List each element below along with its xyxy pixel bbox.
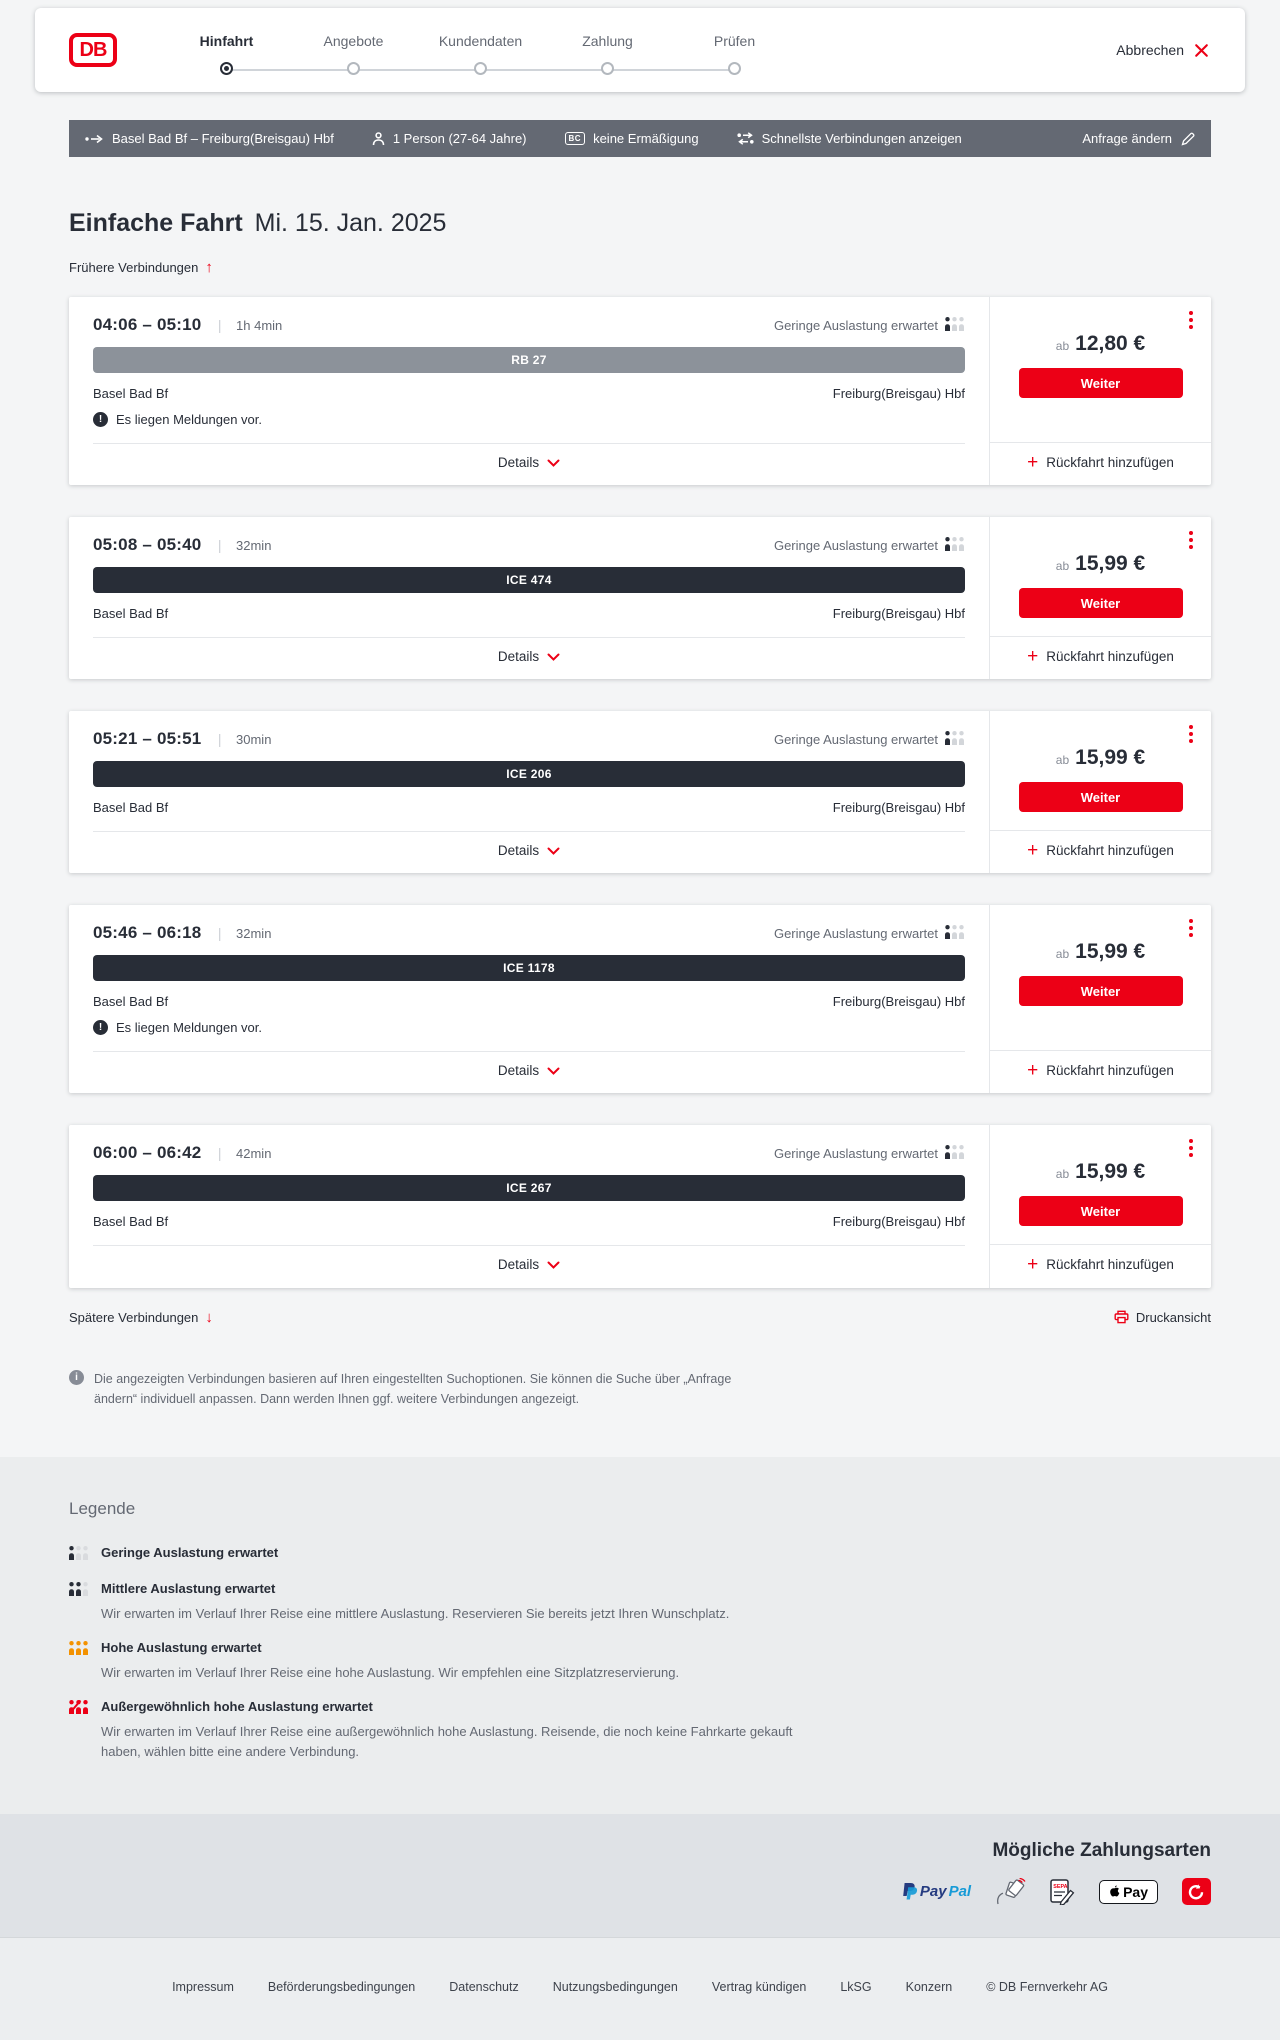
plus-icon: + [1027,1060,1039,1082]
details-toggle[interactable] [498,1063,560,1078]
bahncard-icon: BC [565,132,586,145]
occupancy-label: Geringe Auslastung erwartet [773,731,938,747]
page [0,8,1280,2040]
connection-times [93,1143,271,1163]
legend-item-label: Mittlere Auslastung erwartet [101,1580,276,1596]
connection-list [69,297,1211,1288]
details-label: Details [497,455,540,470]
legend-item [69,1640,1211,1683]
payments-section [0,1814,1280,1937]
price-value: 15,99 € [1075,746,1146,770]
info-icon: i [69,1370,84,1385]
footer-link[interactable]: Nutzungsbedingungen [552,1980,678,1995]
summary-travelers [372,131,527,146]
occupancy-legend-icon [69,1546,89,1565]
connection-message-text: Es liegen Meldungen vor. [116,412,262,427]
legend-item-description: Wir erwarten im Verlauf Ihrer Reise eine außergewöhnlich hohe Auslastung. Reisende, die noch keine Fahrkarte gekauft haben, wählen bitte eine andere Verbindung. [101,1723,793,1759]
connection-times [93,729,271,749]
connection-duration: 42min [236,1146,272,1162]
chevron-down-icon [547,459,560,467]
connection-main [69,711,989,873]
info-note [69,1369,1211,1409]
connection-card [69,517,1211,679]
info-note-text: Die angezeigten Verbindungen basieren auf Ihren eingestellten Suchoptionen. Sie können die Suche über „Anfrage ändern“ individuell anpassen. Dann werden Ihnen ggf. weitere Verbindungen angezeigt. [94,1371,732,1406]
connection-main [69,517,989,679]
chevron-down-icon [547,847,560,855]
db-voucher-icon [1182,1878,1211,1905]
occupancy-icon [945,731,965,748]
plus-icon: + [1027,646,1039,667]
legend-item-description: Wir erwarten im Verlauf Ihrer Reise eine mittlere Auslastung. Reservieren Sie bereits jetzt Ihren Wunschplatz. [101,1605,730,1621]
more-options-button[interactable] [1187,917,1195,939]
details-toggle[interactable] [498,843,560,858]
add-return-button[interactable] [1027,840,1174,862]
db-logo[interactable] [69,33,117,67]
continue-button[interactable]: Weiter [1019,368,1183,398]
add-return-button[interactable] [1027,451,1174,473]
cancel-button[interactable] [1116,42,1209,58]
add-return-button[interactable] [1027,646,1174,667]
connection-stations [93,1214,965,1229]
price-prefix: ab [1055,339,1070,353]
train-label-bar: ICE 267 [93,1175,965,1201]
edit-search-label: Anfrage ändern [1082,131,1172,146]
arrival-station: Freiburg(Breisgau) Hbf [832,386,965,401]
occupancy-label: Geringe Auslastung erwartet [773,537,938,553]
legend-item-label: Geringe Auslastung erwartet [101,1544,279,1560]
connection-time: 04:06 – 05:10 [93,315,202,334]
connection-times [93,923,271,943]
db-logo-text: DB [79,38,107,61]
connection-duration: 1h 4min [236,318,283,333]
details-label: Details [497,649,540,664]
fastest-connections-icon [737,132,754,145]
legend-items [69,1545,1211,1763]
paypal-icon: Pay Pal [902,1882,971,1901]
close-icon [1194,43,1209,58]
footer-link[interactable]: Datenschutz [449,1980,519,1995]
step-dot-icon [474,62,487,75]
connection-duration: 30min [236,732,272,748]
later-connections-link[interactable] [69,1310,213,1325]
connection-time: 05:21 – 05:51 [93,729,202,749]
plus-icon: + [1027,451,1039,473]
legend-item [69,1545,1211,1565]
payment-icons [902,1878,1211,1905]
step-label: Hinfahrt [199,33,254,49]
chevron-down-icon [547,653,560,661]
connection-card [69,711,1211,873]
connection-message [93,412,965,427]
print-view-label: Druckansicht [1135,1309,1211,1325]
connection-card [69,297,1211,485]
connection-card [69,1125,1211,1287]
step-label: Angebote [323,33,384,49]
occupancy-label: Geringe Auslastung erwartet [773,925,938,941]
legend-title: Legende [69,1498,136,1518]
time-separator: | [217,317,222,333]
summary-discount-label: keine Ermäßigung [593,131,699,146]
summary-travelers-label: 1 Person (27-64 Jahre) [392,131,527,146]
alert-icon: ! [93,1020,108,1035]
footer-link[interactable]: Beförderungsbedingungen [267,1980,416,1995]
page-title [69,209,1211,238]
occupancy-legend-icon [69,1641,89,1660]
app-header [35,8,1245,92]
step-label: Prüfen [713,33,756,49]
connection-times [93,315,282,335]
details-toggle[interactable] [498,1257,560,1272]
details-toggle[interactable] [498,649,560,664]
occupancy-icon [945,1145,965,1162]
price [1056,1160,1145,1184]
connection-times [93,535,271,555]
train-label-bar: ICE 474 [93,567,965,593]
earlier-connections-label: Frühere Verbindungen [69,260,199,275]
apple-pay-icon: Pay [1099,1880,1158,1904]
price [1056,552,1145,576]
step-label: Zahlung [582,33,633,49]
occupancy-legend-icon [69,1700,89,1719]
progress-step [163,32,290,75]
continue-button[interactable]: Weiter [1019,588,1183,618]
price [1056,746,1145,770]
footer [0,1937,1280,2040]
occupancy-label: Geringe Auslastung erwartet [773,317,938,333]
chevron-down-icon [547,1261,560,1269]
summary-sort [737,131,962,146]
departure-station: Basel Bad Bf [93,994,169,1010]
details-toggle[interactable] [498,455,560,470]
departure-station: Basel Bad Bf [93,606,169,621]
connection-message-text: Es liegen Meldungen vor. [116,1020,262,1036]
connection-message [93,1020,965,1035]
price [1056,332,1145,356]
trip-date: Mi. 15. Jan. 2025 [254,209,447,237]
connection-main [69,1125,989,1287]
connection-stations [93,606,965,621]
price-panel [989,297,1211,485]
occupancy-icon [945,925,965,942]
departure-station: Basel Bad Bf [93,1214,169,1230]
credit-card-icon [995,1878,1026,1905]
footer-link[interactable]: Vertrag kündigen [711,1980,807,1995]
time-separator: | [217,731,222,748]
price-prefix: ab [1055,1167,1070,1182]
progress-step [417,32,544,75]
earlier-connections-link[interactable] [69,260,213,275]
progress-step [290,32,417,75]
occupancy-icon [945,537,965,554]
footer-link[interactable]: Konzern [905,1980,953,1995]
connection-time: 05:08 – 05:40 [93,535,202,554]
connection-duration: 32min [236,538,272,553]
departure-station: Basel Bad Bf [93,386,169,401]
price-value: 15,99 € [1075,552,1146,575]
time-separator: | [217,1145,222,1162]
add-return-button[interactable] [1027,1254,1174,1276]
person-icon [372,132,385,146]
price-panel [989,711,1211,873]
chevron-down-icon [547,1067,560,1075]
price-prefix: ab [1055,559,1070,573]
search-summary-bar [69,120,1211,157]
arrival-station: Freiburg(Breisgau) Hbf [832,1214,965,1230]
connection-main [69,297,989,485]
svg-text:SEPA: SEPA [1053,1883,1068,1890]
price-value: 15,99 € [1075,940,1146,964]
progress-step [671,32,798,75]
results-footer-row [69,1310,1211,1325]
price-prefix: ab [1055,947,1070,962]
payments-title: Mögliche Zahlungsarten [992,1840,1211,1862]
details-label: Details [497,1063,540,1079]
price-panel [989,905,1211,1093]
route-icon [85,133,104,145]
occupancy-indicator [774,1145,965,1162]
price [1056,940,1145,964]
legend-item [69,1581,1211,1624]
legend-item-label: Außergewöhnlich hohe Auslastung erwartet [101,1698,373,1714]
legend-section [0,1457,1280,1815]
legend-item-description: Wir erwarten im Verlauf Ihrer Reise eine hohe Auslastung. Wir empfehlen eine Sitzplatzreservierung. [101,1664,680,1680]
connection-card [69,905,1211,1093]
arrival-station: Freiburg(Breisgau) Hbf [832,800,965,816]
more-options-button[interactable] [1187,1137,1195,1159]
departure-station: Basel Bad Bf [93,800,169,816]
price-prefix: ab [1055,753,1070,768]
continue-button[interactable]: Weiter [1019,782,1183,812]
occupancy-indicator [774,925,965,942]
details-label: Details [497,843,540,859]
connection-stations [93,800,965,815]
summary-route-label: Basel Bad Bf – Freiburg(Breisgau) Hbf [112,131,334,146]
cancel-label: Abbrechen [1116,42,1184,58]
plus-icon: + [1027,840,1039,862]
legend-item [69,1699,1211,1762]
more-options-button[interactable] [1187,529,1195,551]
arrival-station: Freiburg(Breisgau) Hbf [832,994,965,1010]
legend-item-label: Hohe Auslastung erwartet [101,1639,262,1655]
add-return-label: Rückfahrt hinzufügen [1046,649,1174,665]
alert-icon: ! [93,412,108,427]
printer-icon [1114,1310,1129,1324]
copyright: © DB Fernverkehr AG [986,1980,1108,1995]
more-options-button[interactable] [1187,309,1195,331]
progress-steps [163,8,798,75]
step-dot-icon [347,62,360,75]
time-separator: | [217,537,222,553]
arrow-up-icon: ↑ [205,259,213,276]
step-dot-icon [601,62,614,75]
continue-button[interactable]: Weiter [1019,1196,1183,1226]
step-dot-icon [728,62,741,75]
plus-icon: + [1027,1254,1039,1276]
pencil-icon [1181,132,1195,146]
trip-type: Einfache Fahrt [69,209,243,237]
footer-link[interactable]: LkSG [840,1980,872,1995]
footer-link[interactable]: Impressum [172,1980,234,1995]
connection-time: 05:46 – 06:18 [93,923,202,943]
connection-main [69,905,989,1093]
details-label: Details [497,1257,540,1273]
continue-button[interactable]: Weiter [1019,976,1183,1006]
step-label: Kundendaten [438,33,523,49]
occupancy-label: Geringe Auslastung erwartet [773,1145,938,1161]
occupancy-icon [945,317,965,334]
edit-search-button[interactable] [1082,131,1195,146]
occupancy-indicator [774,537,965,554]
footer-links [0,1980,1280,1994]
occupancy-indicator [774,317,965,334]
add-return-label: Rückfahrt hinzufügen [1046,1063,1174,1079]
more-options-button[interactable] [1187,723,1195,745]
later-connections-label: Spätere Verbindungen [69,1309,199,1325]
train-label-bar: ICE 206 [93,761,965,787]
occupancy-indicator [774,731,965,748]
add-return-label: Rückfahrt hinzufügen [1046,1257,1174,1273]
summary-sort-label: Schnellste Verbindungen anzeigen [761,131,962,146]
connection-duration: 32min [236,926,272,942]
price-panel [989,517,1211,679]
connection-stations [93,386,965,401]
price-value: 15,99 € [1075,1160,1146,1184]
summary-discount [565,131,699,146]
sepa-icon [1050,1879,1075,1905]
print-view-button[interactable] [1114,1310,1211,1325]
connection-time: 06:00 – 06:42 [93,1143,202,1163]
add-return-button[interactable] [1027,1060,1174,1082]
arrow-down-icon: ↓ [205,1308,213,1326]
step-dot-icon [220,62,233,75]
arrival-station: Freiburg(Breisgau) Hbf [832,606,965,621]
progress-step [544,32,671,75]
price-panel [989,1125,1211,1287]
train-label-bar: ICE 1178 [93,955,965,981]
summary-route [85,131,334,146]
add-return-label: Rückfahrt hinzufügen [1046,843,1174,859]
price-value: 12,80 € [1075,332,1146,355]
train-label-bar: RB 27 [93,347,965,373]
connection-stations [93,994,965,1009]
time-separator: | [217,925,222,942]
add-return-label: Rückfahrt hinzufügen [1046,454,1174,470]
occupancy-legend-icon [69,1582,89,1601]
